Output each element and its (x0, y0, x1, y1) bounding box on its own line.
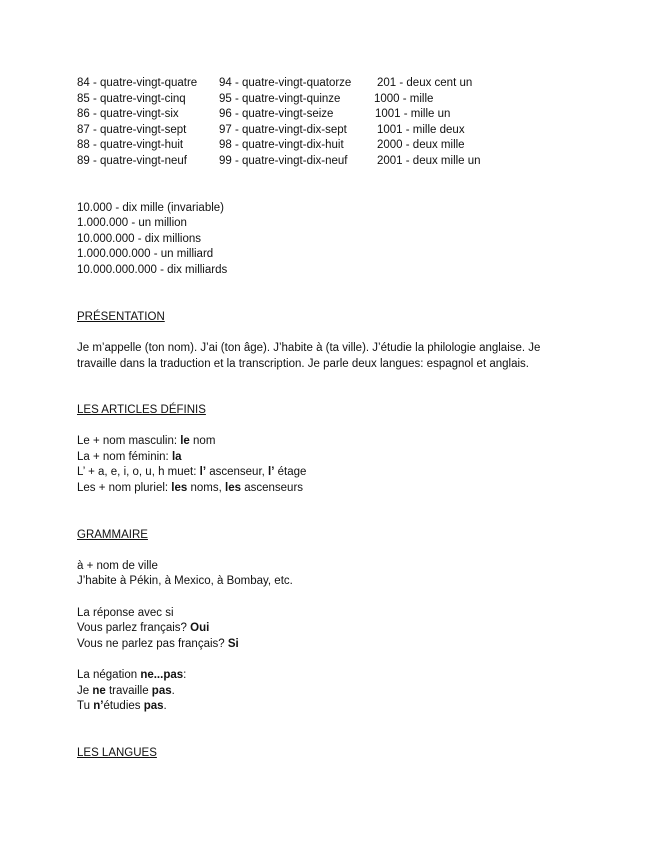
number-line: 98 - quatre-vingt-dix-huit (219, 139, 344, 151)
grammar-si-example-oui: Vous parlez français? Oui (77, 622, 210, 634)
number-line: 87 - quatre-vingt-sept (77, 124, 187, 136)
article-rule-elision: L’ + a, e, i, o, u, h muet: l’ ascenseur, l’ étage (77, 466, 307, 478)
number-line: 1001 - mille un (375, 108, 451, 120)
number-line: 84 - quatre-vingt-quatre (77, 77, 198, 89)
number-line: 89 - quatre-vingt-neuf (77, 155, 187, 167)
articles-heading: LES ARTICLES DÉFINIS (77, 404, 206, 416)
number-line: 201 - deux cent un (377, 77, 473, 89)
presentation-text-line-2: travaille dans la traduction et la transcription. Je parle deux langues: espagnol et anglais. (77, 358, 529, 370)
number-line: 2001 - deux mille un (377, 155, 481, 167)
presentation-text-line-1: Je m’appelle (ton nom). J’ai (ton âge). J’habite à (ta ville). J’étudie la philologie anglaise. Je (77, 342, 541, 354)
grammar-heading: GRAMMAIRE (77, 529, 148, 541)
article-rule-plural: Les + nom pluriel: les noms, les ascenseurs (77, 482, 304, 494)
number-line: 94 - quatre-vingt-quatorze (219, 77, 352, 89)
number-line: 86 - quatre-vingt-six (77, 108, 179, 120)
number-line: 97 - quatre-vingt-dix-sept (219, 124, 347, 136)
grammar-negation-rule: La négation ne...pas: (77, 669, 187, 681)
big-number-line: 1.000.000.000 - un milliard (77, 248, 214, 260)
grammar-si-rule: La réponse avec si (77, 607, 174, 619)
big-number-line: 10.000.000 - dix millions (77, 233, 202, 245)
number-line: 1000 - mille (374, 93, 434, 105)
big-number-line: 10.000 - dix mille (invariable) (77, 202, 225, 214)
article-rule-masculine: Le + nom masculin: le nom (77, 435, 216, 447)
number-line: 2000 - deux mille (377, 139, 465, 151)
number-line: 1001 - mille deux (377, 124, 465, 136)
number-line: 88 - quatre-vingt-huit (77, 139, 184, 151)
number-line: 95 - quatre-vingt-quinze (219, 93, 341, 105)
grammar-negation-example-1: Je ne travaille pas. (77, 685, 175, 697)
grammar-negation-example-2: Tu n’étudies pas. (77, 700, 167, 712)
grammar-a-example: J’habite à Pékin, à Mexico, à Bombay, etc. (77, 575, 293, 587)
presentation-heading: PRÉSENTATION (77, 311, 165, 323)
number-line: 99 - quatre-vingt-dix-neuf (219, 155, 348, 167)
grammar-si-example-si: Vous ne parlez pas français? Si (77, 638, 239, 650)
article-rule-feminine: La + nom féminin: la (77, 451, 182, 463)
languages-heading: LES LANGUES (77, 747, 157, 759)
number-line: 85 - quatre-vingt-cinq (77, 93, 186, 105)
number-line: 96 - quatre-vingt-seize (219, 108, 334, 120)
big-number-line: 1.000.000 - un million (77, 217, 187, 229)
grammar-a-rule: à + nom de ville (77, 560, 158, 572)
big-number-line: 10.000.000.000 - dix milliards (77, 264, 228, 276)
